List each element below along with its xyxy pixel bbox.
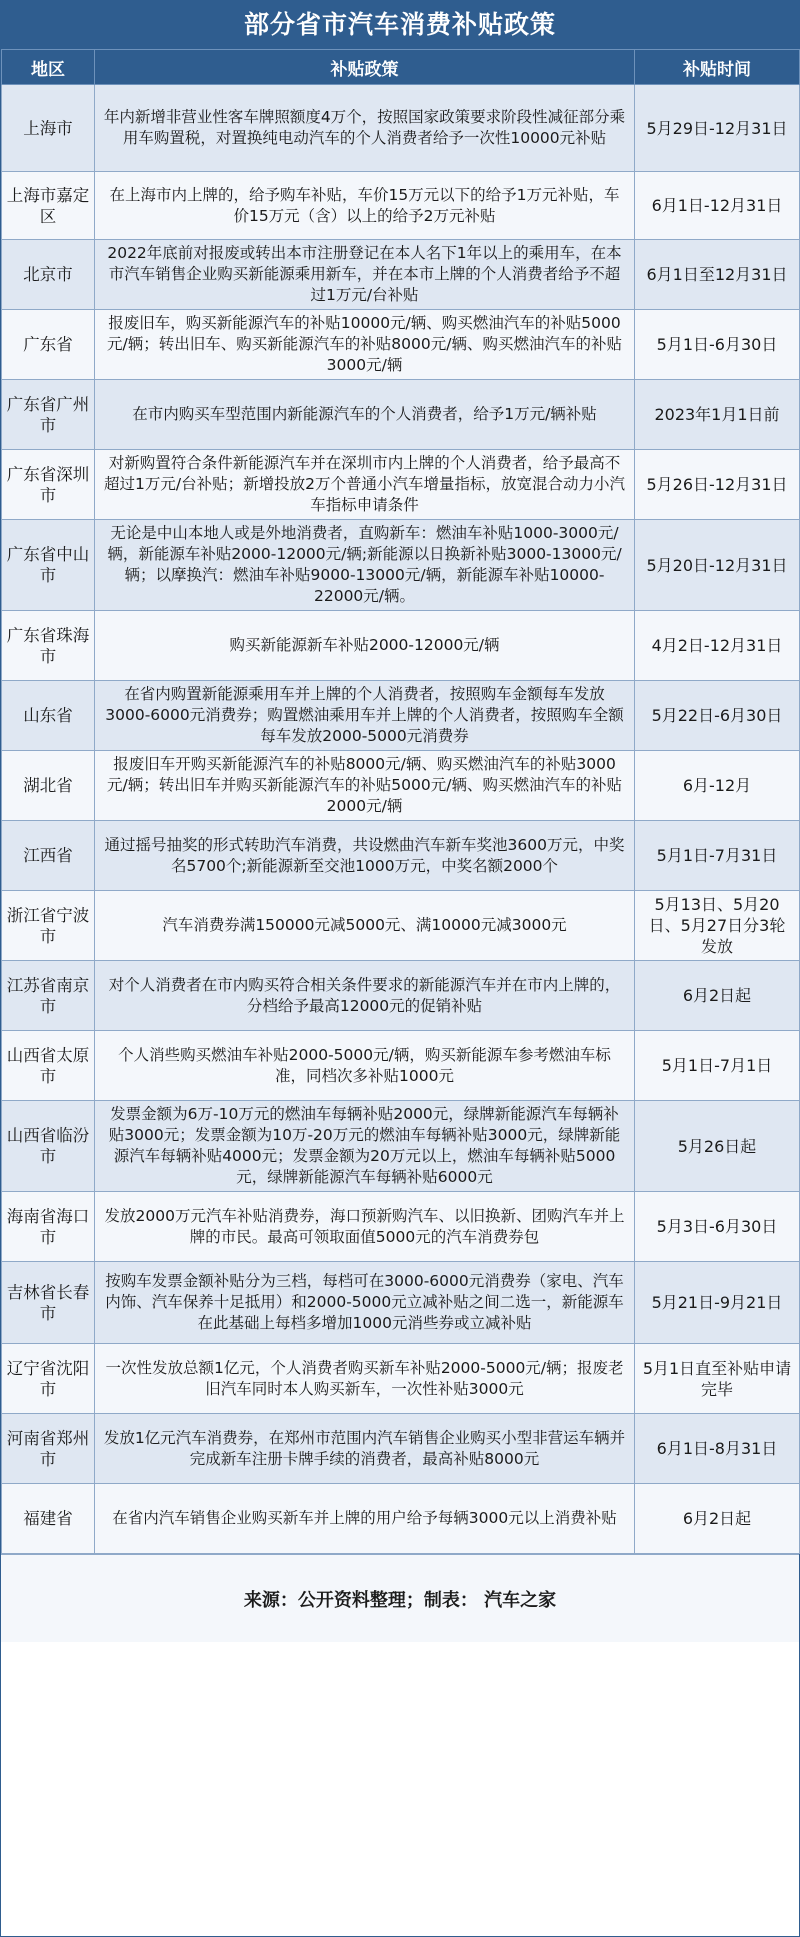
table-row <box>2 751 800 821</box>
subsidy-table <box>1 49 800 1554</box>
policy-cell: 按购车发票金额补贴分为三档，每档可在3000-6000元消费券（家电、汽车内饰、汽车保养十足抵用）和2000-5000元立减补贴之间二选一，新能源车在此基础上每档多增加1000元消些券或立减补贴 <box>95 1262 635 1344</box>
period-cell: 5月1日-6月30日 <box>635 310 800 380</box>
region-cell: 北京市 <box>2 240 95 310</box>
policy-cell: 在省内汽车销售企业购买新车并上牌的用户给予每辆3000元以上消费补贴 <box>95 1484 635 1554</box>
region-cell: 江西省 <box>2 821 95 891</box>
policy-cell: 发票金额为6万-10万元的燃油车每辆补贴2000元，绿牌新能源汽车每辆补贴3000元；发票金额为10万-20万元的燃油车每辆补贴3000元，绿牌新能源汽车每辆补贴4000元；发票金额为20万元以上，燃油车每辆补贴5000元，绿牌新能源汽车每辆补贴6000元 <box>95 1101 635 1192</box>
policy-cell: 2022年底前对报废或转出本市注册登记在本人名下1年以上的乘用车，在本市汽车销售企业购买新能源乘用新车，并在本市上牌的个人消费者给予不超过1万元/台补贴 <box>95 240 635 310</box>
table-row <box>2 1101 800 1192</box>
policy-cell: 通过摇号抽奖的形式转助汽车消费，共设燃曲汽车新车奖池3600万元，中奖名5700个;新能源新至交池1000万元，中奖名额2000个 <box>95 821 635 891</box>
period-cell: 4月2日-12月31日 <box>635 611 800 681</box>
policy-cell: 购买新能源新车补贴2000-12000元/辆 <box>95 611 635 681</box>
period-cell: 5月1日直至补贴申请完毕 <box>635 1344 800 1414</box>
region-cell: 山西省太原市 <box>2 1031 95 1101</box>
policy-cell: 一次性发放总额1亿元，个人消费者购买新车补贴2000-5000元/辆；报废老旧汽车同时本人购买新车，一次性补贴3000元 <box>95 1344 635 1414</box>
source-footer: 来源：公开资料整理；制表： 汽车之家 <box>1 1554 799 1642</box>
region-cell: 江苏省南京市 <box>2 961 95 1031</box>
period-cell: 5月26日起 <box>635 1101 800 1192</box>
policy-cell: 发放2000万元汽车补贴消费券，海口预新购汽车、以旧换新、团购汽车并上牌的市民。最高可领取面值5000元的汽车消费券包 <box>95 1192 635 1262</box>
region-cell: 上海市 <box>2 85 95 172</box>
period-cell: 2023年1月1日前 <box>635 380 800 450</box>
table-row <box>2 1484 800 1554</box>
period-cell: 6月2日起 <box>635 1484 800 1554</box>
table-row <box>2 1414 800 1484</box>
table-row <box>2 1262 800 1344</box>
period-cell: 6月1日-12月31日 <box>635 172 800 240</box>
table-row <box>2 520 800 611</box>
period-cell: 5月22日-6月30日 <box>635 681 800 751</box>
period-cell: 6月2日起 <box>635 961 800 1031</box>
region-cell: 广东省广州市 <box>2 380 95 450</box>
region-cell: 吉林省长春市 <box>2 1262 95 1344</box>
table-row <box>2 380 800 450</box>
region-cell: 辽宁省沈阳市 <box>2 1344 95 1414</box>
policy-cell: 对个人消费者在市内购买符合相关条件要求的新能源汽车并在市内上牌的，分档给予最高12000元的促销补贴 <box>95 961 635 1031</box>
region-cell: 广东省深圳市 <box>2 450 95 520</box>
column-header-policy: 补贴政策 <box>95 50 635 85</box>
policy-cell: 无论是中山本地人或是外地消费者，直购新车：燃油车补贴1000-3000元/辆，新能源车补贴2000-12000元/辆;新能源以日换新补贴3000-13000元/辆；以摩换汽：燃油车补贴9000-13000元/辆，新能源车补贴10000-22000元/辆。 <box>95 520 635 611</box>
table-title: 部分省市汽车消费补贴政策 <box>1 1 799 49</box>
period-cell: 5月20日-12月31日 <box>635 520 800 611</box>
region-cell: 山西省临汾市 <box>2 1101 95 1192</box>
table-row <box>2 310 800 380</box>
period-cell: 5月26日-12月31日 <box>635 450 800 520</box>
period-cell: 5月3日-6月30日 <box>635 1192 800 1262</box>
period-cell: 5月1日-7月31日 <box>635 821 800 891</box>
table-row <box>2 1344 800 1414</box>
region-cell: 上海市嘉定区 <box>2 172 95 240</box>
policy-cell: 汽车消费券满150000元减5000元、满10000元减3000元 <box>95 891 635 961</box>
region-cell: 湖北省 <box>2 751 95 821</box>
policy-cell: 年内新增非营业性客车牌照额度4万个，按照国家政策要求阶段性减征部分乘用车购置税，对置换纯电动汽车的个人消费者给予一次性10000元补贴 <box>95 85 635 172</box>
region-cell: 广东省 <box>2 310 95 380</box>
region-cell: 河南省郑州市 <box>2 1414 95 1484</box>
region-cell: 广东省中山市 <box>2 520 95 611</box>
region-cell: 海南省海口市 <box>2 1192 95 1262</box>
policy-cell: 在上海市内上牌的，给予购车补贴，车价15万元以下的给予1万元补贴，车价15万元（含）以上的给予2万元补贴 <box>95 172 635 240</box>
region-cell: 浙江省宁波市 <box>2 891 95 961</box>
period-cell: 5月21日-9月21日 <box>635 1262 800 1344</box>
period-cell: 5月13日、5月20日、5月27日分3轮发放 <box>635 891 800 961</box>
table-row <box>2 450 800 520</box>
period-cell: 6月1日至12月31日 <box>635 240 800 310</box>
policy-cell: 对新购置符合条件新能源汽车并在深圳市内上牌的个人消费者，给予最高不超过1万元/台补贴；新增投放2万个普通小汽车增量指标，放宽混合动力小汽车指标申请条件 <box>95 450 635 520</box>
table-row <box>2 611 800 681</box>
policy-cell: 在省内购置新能源乘用车并上牌的个人消费者，按照购车金额每车发放3000-6000元消费券；购置燃油乘用车并上牌的个人消费者，按照购车全额每车发放2000-5000元消费券 <box>95 681 635 751</box>
policy-cell: 个人消些购买燃油车补贴2000-5000元/辆，购买新能源车参考燃油车标准，同档次多补贴1000元 <box>95 1031 635 1101</box>
policy-cell: 在市内购买车型范围内新能源汽车的个人消费者，给予1万元/辆补贴 <box>95 380 635 450</box>
header-row <box>2 50 800 85</box>
policy-cell: 报废旧车，购买新能源汽车的补贴10000元/辆、购买燃油汽车的补贴5000元/辆；转出旧车、购买新能源汽车的补贴8000元/辆、购买燃油汽车的补贴3000元/辆 <box>95 310 635 380</box>
table-row <box>2 172 800 240</box>
policy-cell: 报废旧车开购买新能源汽车的补贴8000元/辆、购买燃油汽车的补贴3000元/辆；转出旧车并购买新能源汽车的补贴5000元/辆、购买燃油汽车的补贴2000元/辆 <box>95 751 635 821</box>
period-cell: 5月29日-12月31日 <box>635 85 800 172</box>
region-cell: 福建省 <box>2 1484 95 1554</box>
table-row <box>2 961 800 1031</box>
table-body <box>2 85 800 1554</box>
table-row <box>2 821 800 891</box>
period-cell: 5月1日-7月1日 <box>635 1031 800 1101</box>
policy-cell: 发放1亿元汽车消费券，在郑州市范围内汽车销售企业购买小型非营运车辆并完成新车注册卡牌手续的消费者，最高补贴8000元 <box>95 1414 635 1484</box>
region-cell: 广东省珠海市 <box>2 611 95 681</box>
period-cell: 6月1日-8月31日 <box>635 1414 800 1484</box>
period-cell: 6月-12月 <box>635 751 800 821</box>
region-cell: 山东省 <box>2 681 95 751</box>
table-row <box>2 681 800 751</box>
column-header-period: 补贴时间 <box>635 50 800 85</box>
column-header-region: 地区 <box>2 50 95 85</box>
table-row <box>2 891 800 961</box>
table-row <box>2 85 800 172</box>
table-row <box>2 240 800 310</box>
table-row <box>2 1192 800 1262</box>
table-row <box>2 1031 800 1101</box>
